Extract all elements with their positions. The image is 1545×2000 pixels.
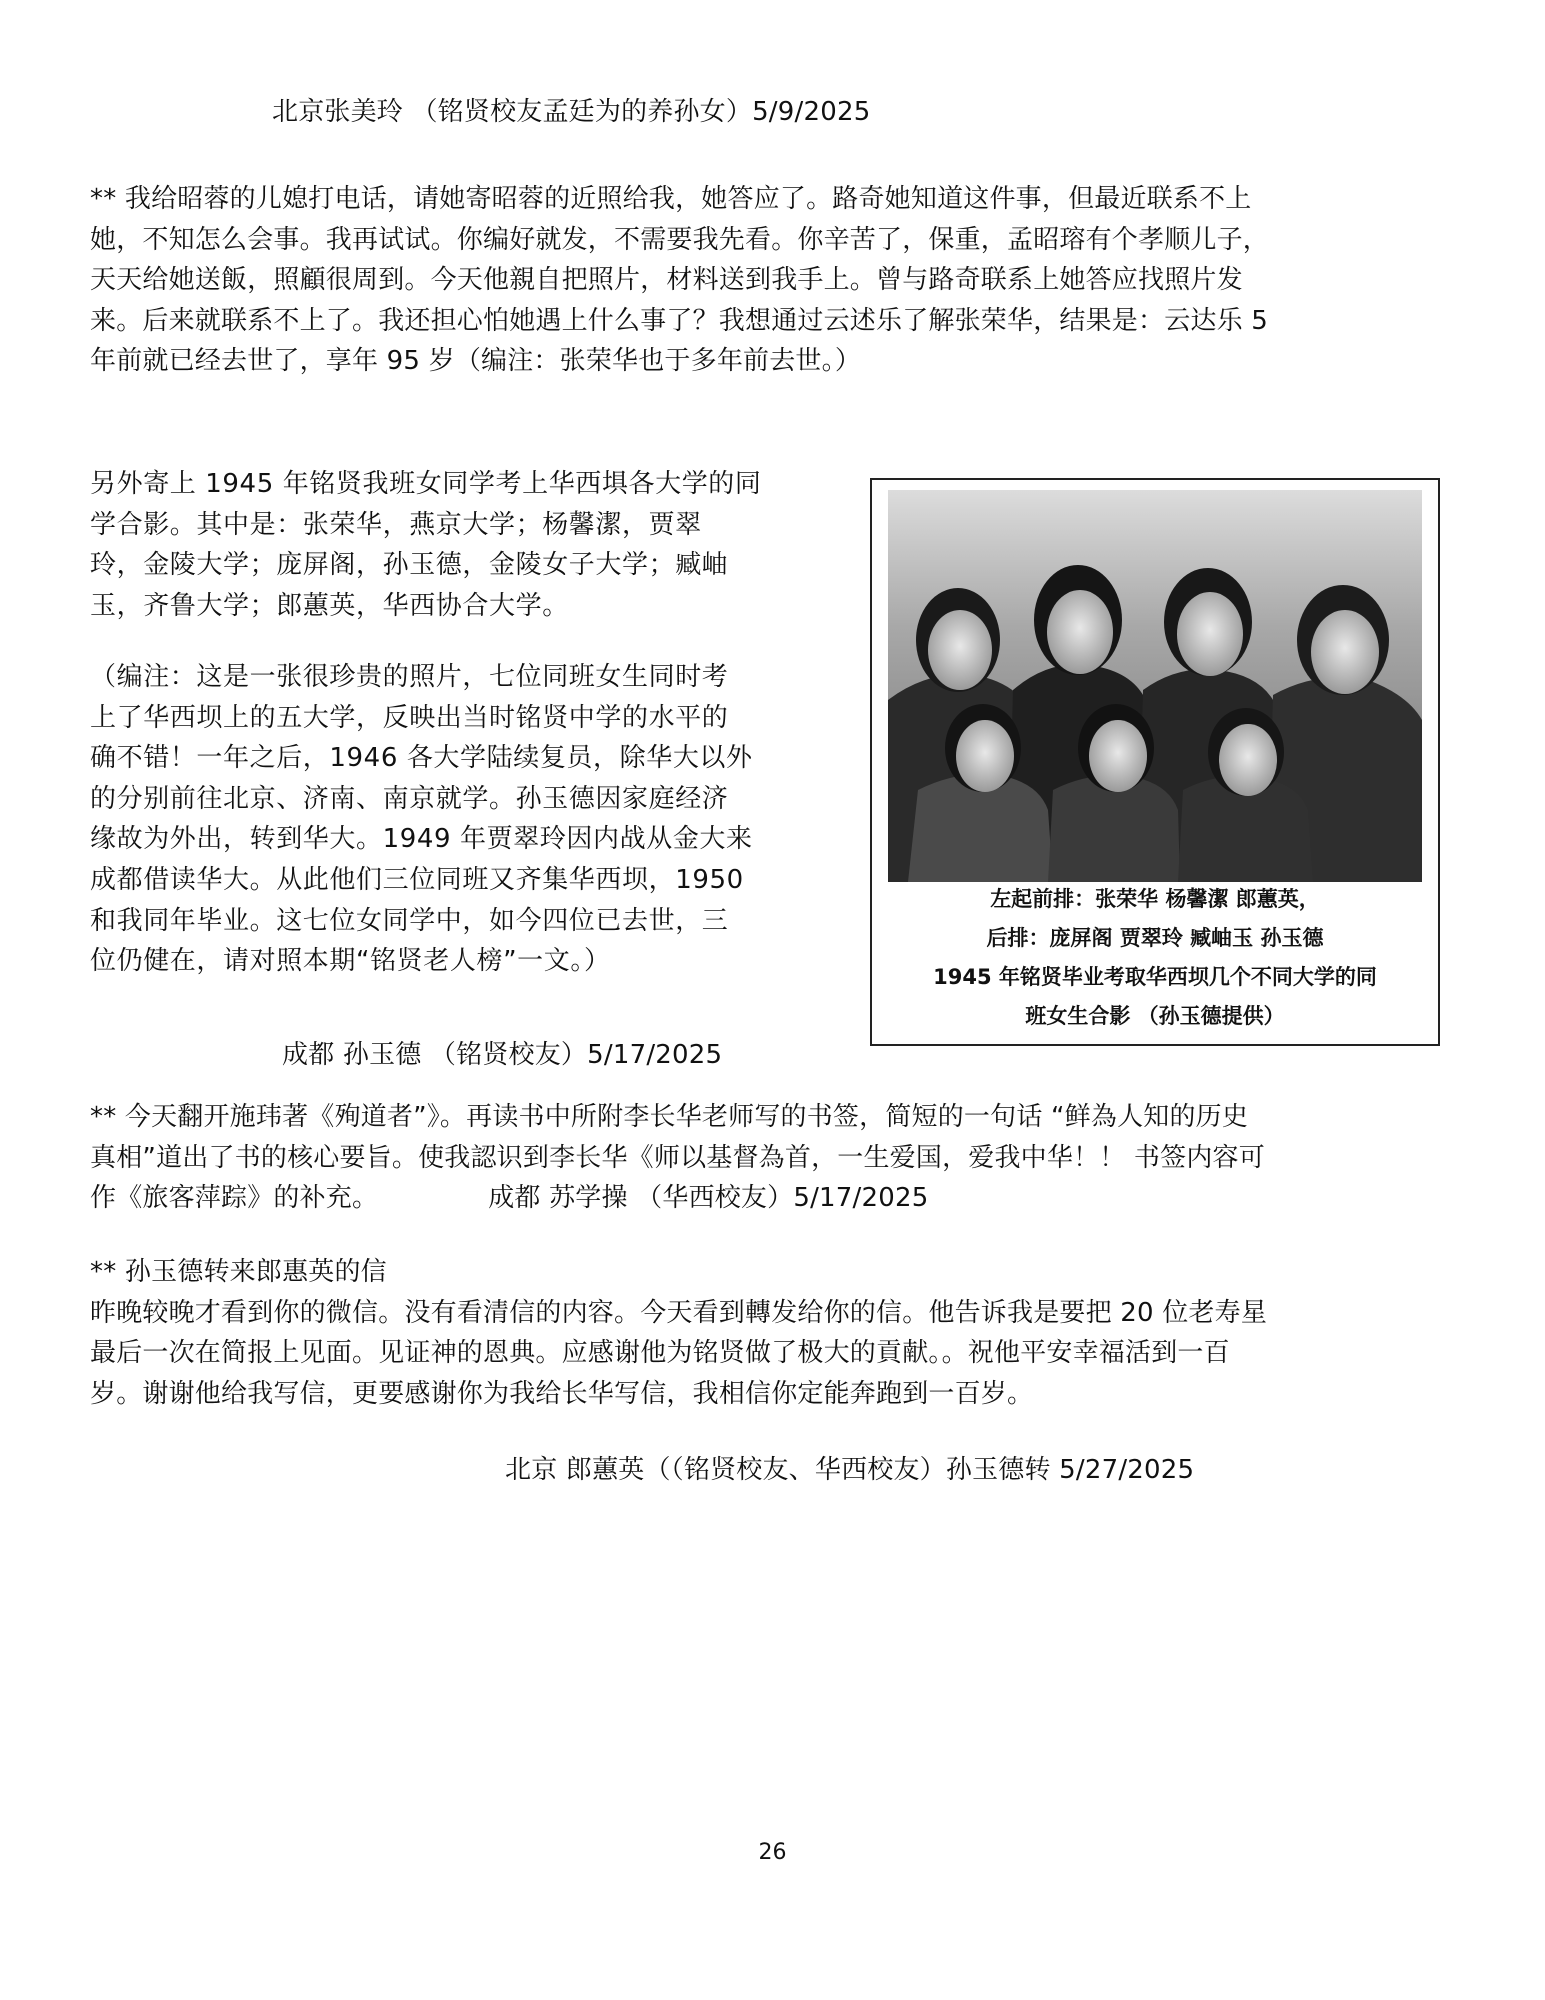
signature-lang-huiying: 北京 郎蕙英（（铭贤校友、华西校友）孙玉德转 5/27/2025 [505, 1455, 1195, 1485]
text-line-with-signature [90, 1178, 1265, 1219]
text-line: 昨晚较晚才看到你的微信。没有看清信的内容。今天看到轉发给你的信。他告诉我是要把 20 位老寿星 [90, 1297, 1268, 1328]
text-line: 她，不知怎么会事。我再试试。你编好就发，不需要我先看。你辛苦了，保重，孟昭瑢有个孝顺儿子， [90, 224, 1270, 255]
editor-note [90, 657, 753, 982]
text-line: 岁。谢谢他给我写信，更要感谢你为我给长华写信，我相信你定能奔跑到一百岁。 [90, 1378, 1034, 1409]
text-line: 作《旅客萍踪》的补充。 [90, 1183, 379, 1213]
text-line: 真相”道出了书的核心要旨。使我認识到李长华《师以基督為首，一生爱国，爱我中华！！ 书签内容可 [90, 1142, 1265, 1173]
caption-line: 班女生合影 （孙玉德提供） [1025, 1004, 1285, 1028]
text-line: 另外寄上 1945 年铭贤我班女同学考上华西埧各大学的同 [90, 469, 762, 499]
text-line: 来。后来就联系不上了。我还担心怕她遇上什么事了？我想通过云述乐了解张荣华，结果是：云达乐 5 [90, 305, 1269, 336]
text-line: 天天给她送飯，照顧很周到。今天他親自把照片，材料送到我手上。曾与路奇联系上她答应找照片发 [90, 265, 1243, 295]
text-line: 和我同年毕业。这七位女同学中，如今四位已去世，三 [90, 905, 729, 936]
text-line: 学合影。其中是：张荣华，燕京大学；杨馨潔，贾翠 [90, 509, 702, 540]
photo-frame [870, 478, 1440, 1046]
text-line: 最后一次在简报上见面。见证神的恩典。应感谢他为铭贤做了极大的貢献。。祝他平安幸福活到一百 [90, 1338, 1230, 1368]
text-line: 上了华西坝上的五大学，反映出当时铭贤中学的水平的 [90, 702, 729, 733]
text-line: 年前就已经去世了，享年 95 岁（编注：张荣华也于多年前去世。） [90, 346, 862, 376]
text-line: 玲，金陵大学；庞屏阁，孙玉德，金陵女子大学；臧岫 [90, 550, 729, 580]
signature-sun-yude: 成都 孙玉德 （铭贤校友）5/17/2025 [282, 1040, 723, 1070]
photo-caption [872, 880, 1438, 1036]
caption-line: 左起前排：张荣华 杨馨潔 郎蕙英， [990, 887, 1320, 911]
signature-su-xuecao: 成都 苏学操 （华西校友）5/17/2025 [488, 1183, 929, 1213]
caption-line: 1945 年铭贤毕业考取华西坝几个不同大学的同 [933, 965, 1377, 989]
text-line: 缘故为外出，转到华大。1949 年贾翠玲因内战从金大来 [90, 824, 753, 855]
letter-section-1 [90, 179, 1269, 382]
letter-section-4 [90, 1252, 1267, 1414]
text-line: ** 今天翻开施玮著《殉道者”》。再读书中所附李长华老师写的书签，简短的一句话 “鲜為人知的历史 [90, 1102, 1249, 1132]
text-line: 成都借读华大。从此他们三位同班又齐集华西坝，1950 [90, 864, 744, 895]
text-line: 的分别前往北京、济南、南京就学。孙玉德因家庭经济 [90, 783, 729, 814]
text-line: （编注：这是一张很珍贵的照片，七位同班女生同时考 [90, 662, 729, 692]
text-line: 玉，齐鲁大学；郎蕙英，华西协合大学。 [90, 590, 569, 621]
section-heading: ** 孙玉德转来郎惠英的信 [90, 1257, 387, 1287]
caption-line: 后排：庞屏阁 贾翠玲 臧岫玉 孙玉德 [986, 926, 1324, 950]
text-line: 确不错！一年之后，1946 各大学陆续复员，除华大以外 [90, 743, 753, 774]
group-photo [888, 490, 1422, 882]
letter-section-2-intro [90, 464, 762, 626]
page-number: 26 [758, 1840, 787, 1865]
text-line: 位仍健在，请对照本期“铭贤老人榜”一文。） [90, 946, 611, 977]
text-line: ** 我给昭蓉的儿媳打电话，请她寄昭蓉的近照给我，她答应了。路奇她知道这件事，但最近联系不上 [90, 184, 1252, 214]
letter-section-3 [90, 1097, 1265, 1219]
group-photo-illustration [888, 490, 1422, 882]
signature-zhang-meiling: 北京张美玲 （铭贤校友孟廷为的养孙女）5/9/2025 [272, 97, 871, 127]
